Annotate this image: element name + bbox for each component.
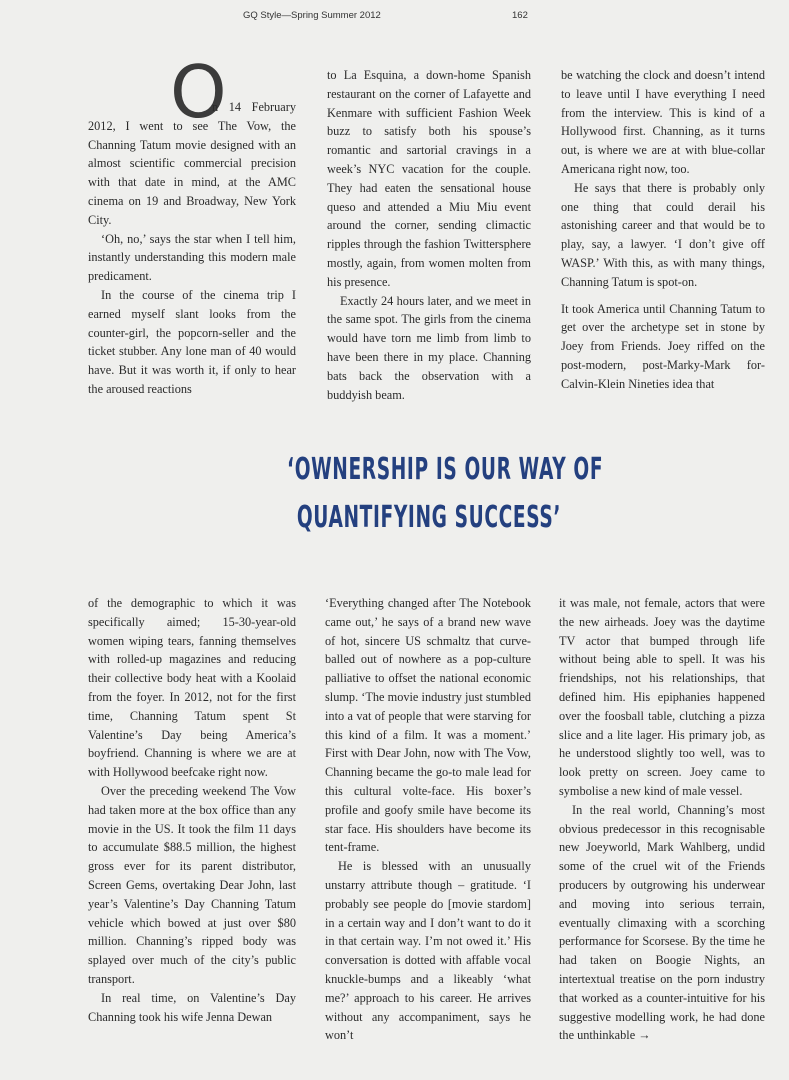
paragraph: In real time, on Valentine’s Day Channing took his wife Jenna Dewan	[88, 990, 296, 1024]
paragraph: it was male, not female, actors that were the new airheads. Joey was the daytime TV actor that bumped through life without being able to spell. It was his friendships, not his relationships, that defined him. His epiphanies happened over the foosball table, clutching a pizza slice and a lite lager. His primary job, as he understood slightly too well, was to look pretty on screen. Joey came to symbolise a new kind of male vessel.	[559, 596, 765, 798]
paragraph: In the real world, Channing’s most obvious predecessor in this recognisable new Joeyworld, Mark Wahlberg, undid some of the cruel wit of the Friends producers by outgrowing his underwear and moving into serious terrain, eventually climaxing with a scorching performance for Scorsese. By the time he had taken on Boogie Nights, an intertextual treatise on the porn industry that worked as a counter-intuitive for his suggestive modelling work, he had done the unthinkable →	[559, 802, 765, 1043]
bottom-column-2	[325, 594, 531, 1064]
paragraph: ‘Everything changed after The Notebook came out,’ he says of a brand new wave of hot, sincere US schmaltz that curve-balled out of nowhere as a pop-culture palliative to offset the national economic slump. ‘The movie industry just stumbled into a vat of people that were starving for this kind of a film. It was a moment.’ First with Dear John, now with The Vow, Channing became the go-to male lead for this cultural volte-face. His boxer’s profile and goofy smile have become its star face. His shoulders have become its tent-frame.	[325, 596, 531, 855]
pull-quote-line-1: ‘OWNERSHIP IS OUR WAY OF	[287, 452, 604, 487]
paragraph: He says that there is probably only one thing that could derail his astonishing career and that would be to play, say, a lawyer. ‘I don’t give off WASP.’ With this, as with many things, Channing Tatum is spot-on.	[561, 180, 765, 289]
running-title: GQ Style—Spring Summer 2012	[243, 10, 381, 21]
paragraph: Exactly 24 hours later, and we meet in the same spot. The girls from the cinema would have torn me limb from limb to have been there in my place. Channing bats back the observation with a buddyish beam.	[327, 293, 531, 402]
paragraph: of the demographic to which it was specifically aimed; 15-30-year-old women wiping tears, fanning themselves with rolled-up magazines and reducing their collective body heat with a Koolaid from the foyer. In 2012, not for the first time, Channing Tatum spent St Valentine’s Day being America’s boyfriend. Channing is where we are at with Hollywood beefcake right now.	[88, 596, 296, 780]
drop-cap: O	[170, 50, 227, 134]
top-column-2	[327, 66, 531, 402]
paragraph: Over the preceding weekend The Vow had taken more at the box office than any movie in the US. It took the film 11 days to accumulate $88.5 million, the highest gross ever for its parent distributor, Screen Gems, overtaking Dear John, last year’s Valentine’s Day Channing Tatum vehicle which bowed at just over $80 million. Channing’s ripped body was splayed over much of the city’s public transport.	[88, 783, 296, 986]
paragraph: ‘Oh, no,’ says the star when I tell him, instantly understanding this modern male predicament.	[88, 231, 296, 284]
paragraph: be watching the clock and doesn’t intend to leave until I have everything I need from the interview. This is kind of a Hollywood first. Channing, as it turns out, is where we are at with blue-collar Americana right now, too.	[561, 68, 765, 176]
page-number: 162	[512, 10, 528, 21]
top-column-1	[88, 98, 296, 396]
paragraph: He is blessed with an unusually unstarry attribute though – gratitude. ‘I probably see people do [movie stardom] in a certain way and I don’t want to do it in that certain way. I’m not owed it.’ His conversation is dotted with affable vocal knuckle-bumps and a likeably ‘what me?’ approach to his career. He arrives without any accompaniment, says he won’t	[325, 859, 531, 1043]
page-header	[0, 10, 789, 26]
pull-quote-line-2: QUANTIFYING SUCCESS’	[296, 500, 562, 535]
paragraph: In the course of the cinema trip I earned myself slant looks from the counter-girl, the popcorn-seller and the ticket stubber. Any lone man of 40 would have. But it was worth it, if only to hear the aroused reactions	[88, 287, 296, 396]
paragraph: It took America until Channing Tatum to get over the archetype set in stone by Joey from Friends. Joey riffed on the post-modern, post-Marky-Mark for-Calvin-Klein Nineties idea that	[561, 301, 765, 391]
paragraph: to La Esquina, a down-home Spanish restaurant on the corner of Lafayette and Kenmare with sufficient Fashion Week buzz to satisfy both his spouse’s romantic and sartorial cravings in a week’s NYC vacation for the couple. They had eaten the sensational house queso and attended a Miu Miu event around the corner, sending climactic ripples through the fashion Twittersphere mostly, again, from women molten from his presence.	[327, 68, 531, 289]
top-column-3	[561, 66, 765, 391]
bottom-column-3	[559, 594, 765, 1064]
paragraph: n 14 February 2012, I went to see The Vow, the Channing Tatum movie designed with an almost scientific commercial precision with that date in mind, at the AMC cinema on 19 and Broadway, New York City.	[88, 100, 296, 227]
pull-quote	[287, 446, 604, 542]
bottom-column-1	[88, 594, 296, 1064]
